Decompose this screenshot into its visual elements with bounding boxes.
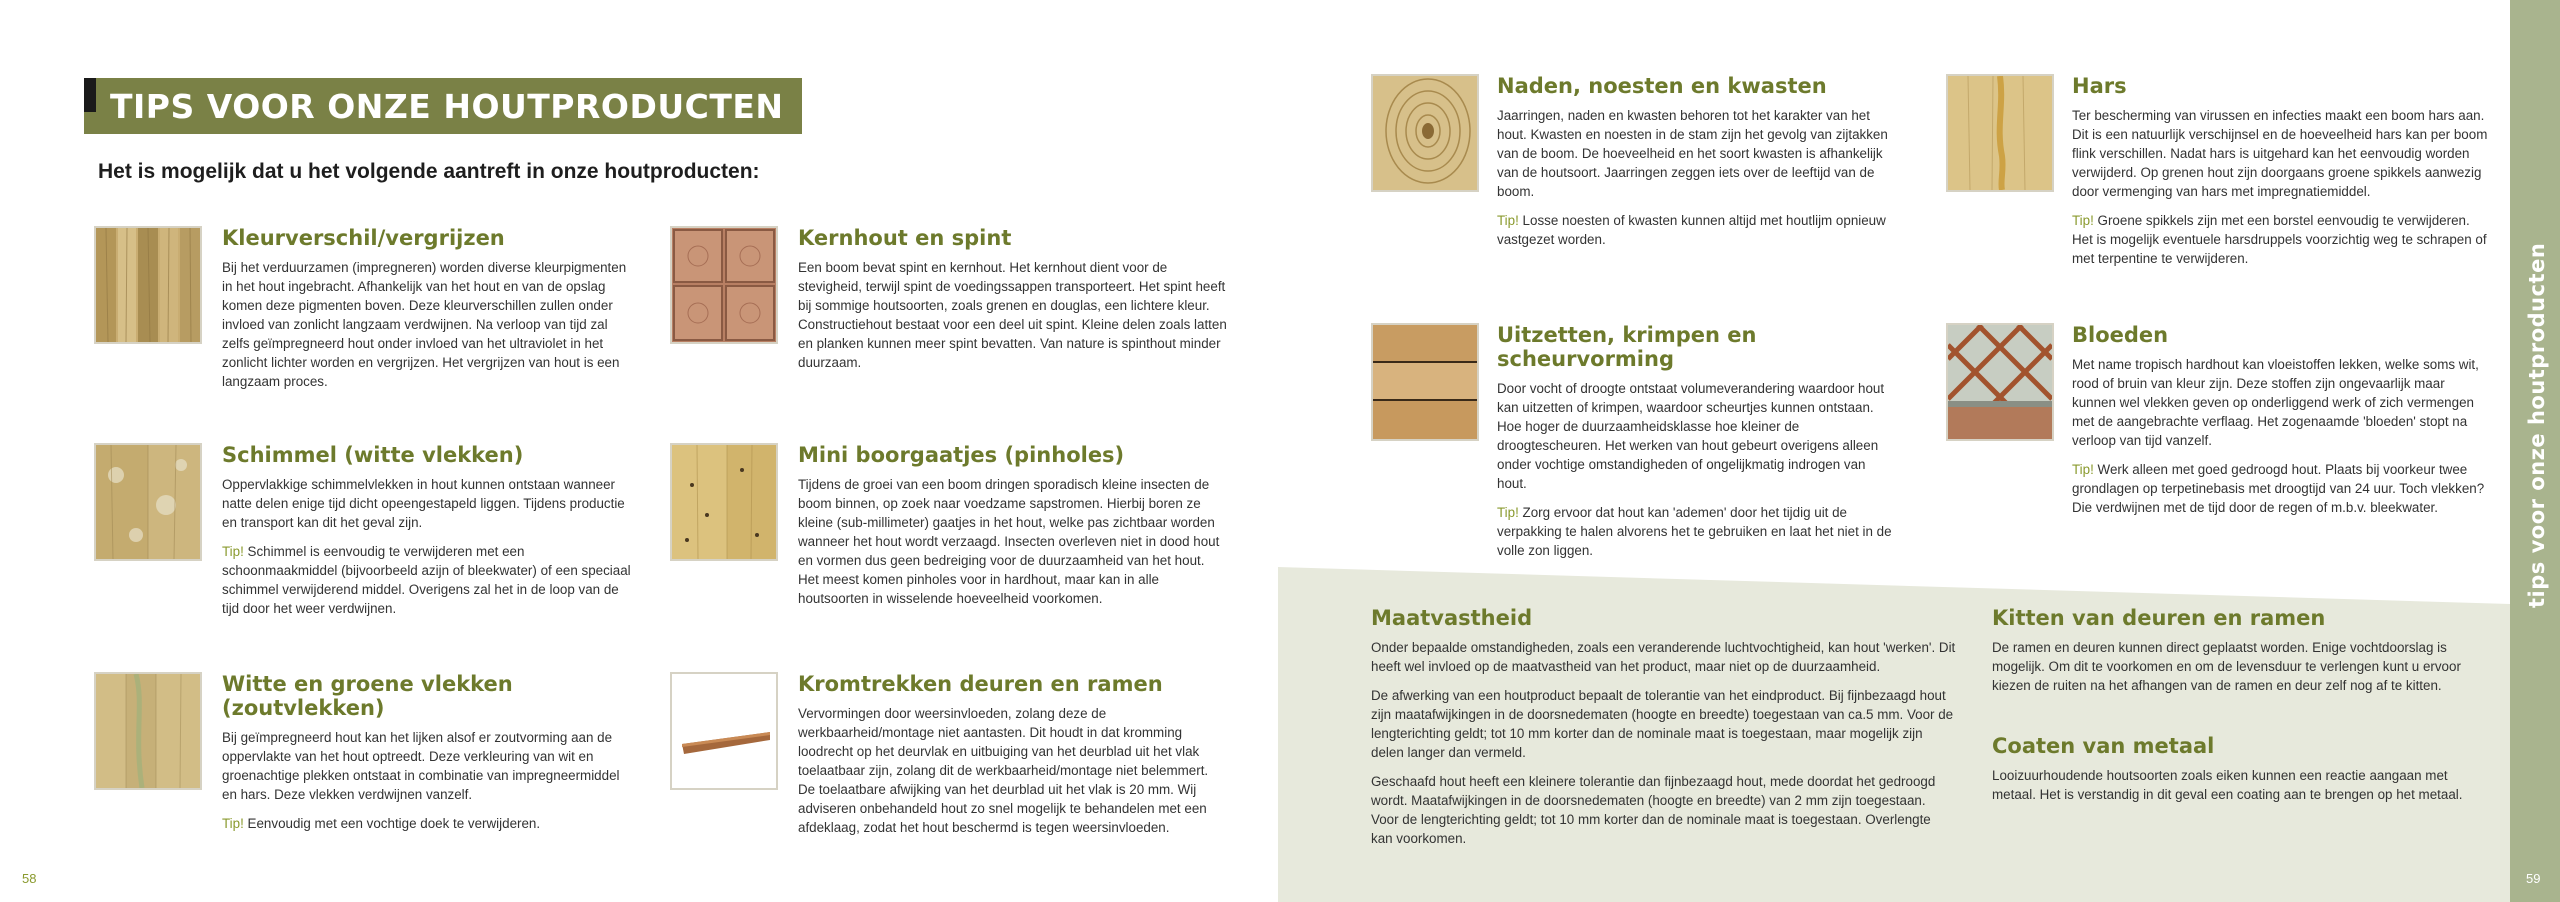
naden-heading: Naden, noesten en kwasten	[1497, 74, 1827, 98]
page-title-bar	[84, 78, 802, 134]
schimmel-tip-text: Schimmel is eenvoudig te verwijderen met een schoonmaakmiddel (bijvoorbeeld azijn of bleekwater) of een speciaal schimmel verwijderend middel. Overigens zal het in de loop van de tijd door het weer verdwijnen.	[222, 544, 631, 616]
bloeden-tip	[2072, 460, 2492, 517]
uitzetten-tip-label: Tip!	[1497, 505, 1519, 520]
uitzetten-tip-text: Zorg ervoor dat hout kan 'ademen' door het tijdig uit de verpakking te halen alvorens het te gebruiken en laat het niet in de volle zon liggen.	[1497, 505, 1892, 558]
coaten-body: Looizuurhoudende houtsoorten zoals eiken kunnen een reactie aangaan met metaal. Het is verstandig in dit geval een coating aan te brengen op het metaal.	[1992, 768, 2463, 802]
bloeden-heading: Bloeden	[2072, 323, 2169, 347]
page-subtitle: Het is mogelijk dat u het volgende aantreft in onze houtproducten:	[98, 160, 760, 183]
section-schimmel	[222, 443, 632, 628]
bloeden-image	[1946, 323, 2054, 441]
zoutvlekken-heading: Witte en groene vlekken (zoutvlekken)	[222, 672, 513, 720]
page-title: TIPS VOOR ONZE HOUTPRODUCTEN	[110, 86, 784, 126]
section-kernhout	[798, 226, 1228, 382]
maatvastheid-heading: Maatvastheid	[1371, 606, 1533, 630]
schimmel-body: Oppervlakkige schimmelvlekken in hout kunnen ontstaan wanneer natte delen enige tijd dicht opeengestapeld liggen. Tijdens productie en transport kan dit het geval zijn.	[222, 477, 625, 530]
kromtrekken-heading: Kromtrekken deuren en ramen	[798, 672, 1163, 696]
section-uitzetten	[1497, 323, 1897, 570]
bloeden-tip-label: Tip!	[2072, 462, 2094, 477]
hars-tip-label: Tip!	[2072, 213, 2094, 228]
hars-tip	[2072, 211, 2492, 268]
title-accent	[84, 78, 96, 112]
uitzetten-heading: Uitzetten, krimpen en scheurvorming	[1497, 323, 1757, 371]
schimmel-tip	[222, 542, 632, 618]
section-coaten	[1992, 734, 2492, 814]
pinholes-body: Tijdens de groei van een boom dringen sporadisch kleine insecten de boom binnen, op zoek naar voedzame sapstromen. Hierbij boren ze kleine (sub-millimeter) gaatjes in het hout, welke pas zichtbaar worden wanneer het hout wordt verzaagd. Insecten overleven niet in dood hout en vormen dus geen bedreiging voor de duurzaamheid van het hout. Het meest komen pinholes voor in hardhout, maar kan in alle houtsoorten in wisselende hoeveelheid voorkomen.	[798, 477, 1220, 606]
hars-heading: Hars	[2072, 74, 2127, 98]
uitzetten-image	[1371, 323, 1479, 441]
kitten-heading: Kitten van deuren en ramen	[1992, 606, 2326, 630]
kernhout-body: Een boom bevat spint en kernhout. Het kernhout dient voor de stevigheid, terwijl spint de voedingssappen transporteert. Het spint heeft bij sommige houtsoorten, zoals grenen en douglas, een lichtere kleur. Constructiehout bestaat voor een deel uit spint. Kleine delen zoals latten en planken kunnen meer spint bevatten. Van nature is spinthout minder duurzaam.	[798, 260, 1227, 370]
naden-tip	[1497, 211, 1897, 249]
section-kitten	[1992, 606, 2492, 705]
section-pinholes	[798, 443, 1228, 618]
naden-body: Jaarringen, naden en kwasten behoren tot het karakter van het hout. Kwasten en noesten in de stam zijn het gevolg van zijtakken van de boom. De hoeveelheid en het soort kwasten is afhankelijk van de houtsoort. Jaarringen zeggen iets over de leeftijd van de boom.	[1497, 108, 1888, 199]
schimmel-image	[94, 443, 202, 561]
section-kromtrekken	[798, 672, 1228, 847]
naden-image	[1371, 74, 1479, 192]
hars-body: Ter bescherming van virussen en infecties maakt een boom hars aan. Dit is een natuurlijk verschijnsel en de hoeveelheid hars kan per boom flink verschillen. Nadat hars is uitgehard kan het eenvoudig worden verwijderd. Op grenen hout zijn doorgaans groene spikkels aanwezig door vermenging van hars met impregnatiemiddel.	[2072, 108, 2488, 199]
zoutvlekken-tip	[222, 814, 632, 833]
kromtrekken-image	[670, 672, 778, 790]
hars-tip-text: Groene spikkels zijn met een borstel eenvoudig te verwijderen. Het is mogelijk eventuele harsdruppels voorzichtig weg te schrapen of met terpentine te verwijderen.	[2072, 213, 2487, 266]
kitten-body: De ramen en deuren kunnen direct geplaatst worden. Enige vochtdoorslag is mogelijk. Om dit te voorkomen en om de levensduur te verlengen kunt u ervoor kiezen de ruiten na het afhangen van de ramen en deur zelf nog af te kitten.	[1992, 640, 2461, 693]
section-bloeden	[2072, 323, 2492, 527]
page-number-left: 58	[22, 871, 37, 886]
uitzetten-tip	[1497, 503, 1897, 560]
naden-tip-label: Tip!	[1497, 213, 1519, 228]
page-number-right: 59	[2526, 871, 2541, 886]
bloeden-tip-text: Werk alleen met goed gedroogd hout. Plaats bij voorkeur twee grondlagen op terpetinebasis met droogtijd van 24 uur. Toch vlekken? Die verdwijnen met de tijd door de regen of m.b.v. bleekwater.	[2072, 462, 2485, 515]
pinholes-heading: Mini boorgaatjes (pinholes)	[798, 443, 1125, 467]
section-maatvastheid	[1371, 606, 1956, 858]
maatvastheid-p3: Geschaafd hout heeft een kleinere tolerantie dan fijnbezaagd hout, mede doordat het gedroogd wordt. Maatafwijkingen in de doorsnedematen (hoogte en breedte) van 2 mm zijn toegestaan. Voor de lengterichting geldt; tot 10 mm korter dan de nominale maat is toegestaan. Overlengte kan voorkomen.	[1371, 774, 1936, 846]
pinholes-image	[670, 443, 778, 561]
section-naden	[1497, 74, 1897, 259]
naden-tip-text: Losse noesten of kwasten kunnen altijd met houtlijm opnieuw vastgezet worden.	[1497, 213, 1886, 247]
zoutvlekken-body: Bij geïmpregneerd hout kan het lijken alsof er zoutvorming aan de oppervlakte van het hout optreedt. Deze verkleuring van wit en groenachtige plekken ontstaat in combinatie van impregneermiddel en hars. Deze vlekken verdwijnen vanzelf.	[222, 730, 620, 802]
sidebar-label: tips voor onze houtproducten	[2525, 242, 2549, 608]
section-zoutvlekken	[222, 672, 632, 843]
zoutvlekken-image	[94, 672, 202, 790]
kernhout-image	[670, 226, 778, 344]
schimmel-tip-label: Tip!	[222, 544, 244, 559]
kleurverschil-heading: Kleurverschil/vergrijzen	[222, 226, 505, 250]
maatvastheid-p1: Onder bepaalde omstandigheden, zoals een veranderende luchtvochtigheid, kan hout 'werken'. Dit heeft wel invloed op de maatvastheid van het product, maar niet op de duurzaamheid.	[1371, 640, 1956, 674]
kleurverschil-body: Bij het verduurzamen (impregneren) worden diverse kleurpigmenten in het hout ingebracht. Afhankelijk van het hout en van de opslag komen deze pigmenten boven. Deze kleurverschillen zullen onder invloed van zonlicht langzaam verdwijnen. Na verloop van tijd zal zelfs geïmpregneerd hout onder invloed van het ultraviolet in het zonlicht lichter worden en vergrijzen. Het vergrijzen van hout is een langzaam proces.	[222, 260, 627, 389]
hars-image	[1946, 74, 2054, 192]
schimmel-heading: Schimmel (witte vlekken)	[222, 443, 524, 467]
section-hars	[2072, 74, 2492, 278]
kernhout-heading: Kernhout en spint	[798, 226, 1012, 250]
zoutvlekken-tip-label: Tip!	[222, 816, 244, 831]
maatvastheid-p2: De afwerking van een houtproduct bepaalt de tolerantie van het eindproduct. Bij fijnbezaagd hout zijn maatafwijkingen in de doorsnedematen (hoogte en breedte) toegestaan van ca.5 mm. Voor de lengterichting geldt; tot 10 mm korter dan de nominale maat is toegestaan, maar mogelijk zijn delen langer dan vermeld.	[1371, 688, 1954, 760]
section-kleurverschil	[222, 226, 632, 401]
kleurverschil-image	[94, 226, 202, 344]
uitzetten-body: Door vocht of droogte ontstaat volumeverandering waardoor hout kan uitzetten of krimpen, waardoor scheurtjes kunnen ontstaan. Hoe hoger de duurzaamheidsklasse hoe kleiner de droogtescheuren. Het werken van hout gebeurt overigens alleen onder vochtige omstandigheden of ongelijkmatig indrogen van hout.	[1497, 381, 1885, 491]
zoutvlekken-tip-text: Eenvoudig met een vochtige doek te verwijderen.	[243, 816, 541, 831]
bloeden-body: Met name tropisch hardhout kan vloeistoffen lekken, welke soms wit, rood of bruin van kleur zijn. Deze stoffen zijn ongevaarlijk maar kunnen wel vlekken geven op onderliggend werk of zich vermengen met de aangebrachte verflaag. Het zogenaamde 'bloeden' stopt na verloop van tijd vanzelf.	[2072, 357, 2479, 448]
coaten-heading: Coaten van metaal	[1992, 734, 2215, 758]
kromtrekken-body: Vervormingen door weersinvloeden, zolang deze de werkbaarheid/montage niet aantasten. Dit houdt in dat kromming loodrecht op het deurvlak en uitbuiging van het deurblad uit het vlak toelaatbaar zijn, zolang dit de werkbaarheid/montage niet belemmert. De toelaatbare afwijking van het deurblad uit het vlak is 20 mm. Wij adviseren onbehandeld hout zo snel mogelijk te behandelen met een afdeklaag, zodat het hout beschermd is tegen weersinvloeden.	[798, 706, 1209, 835]
